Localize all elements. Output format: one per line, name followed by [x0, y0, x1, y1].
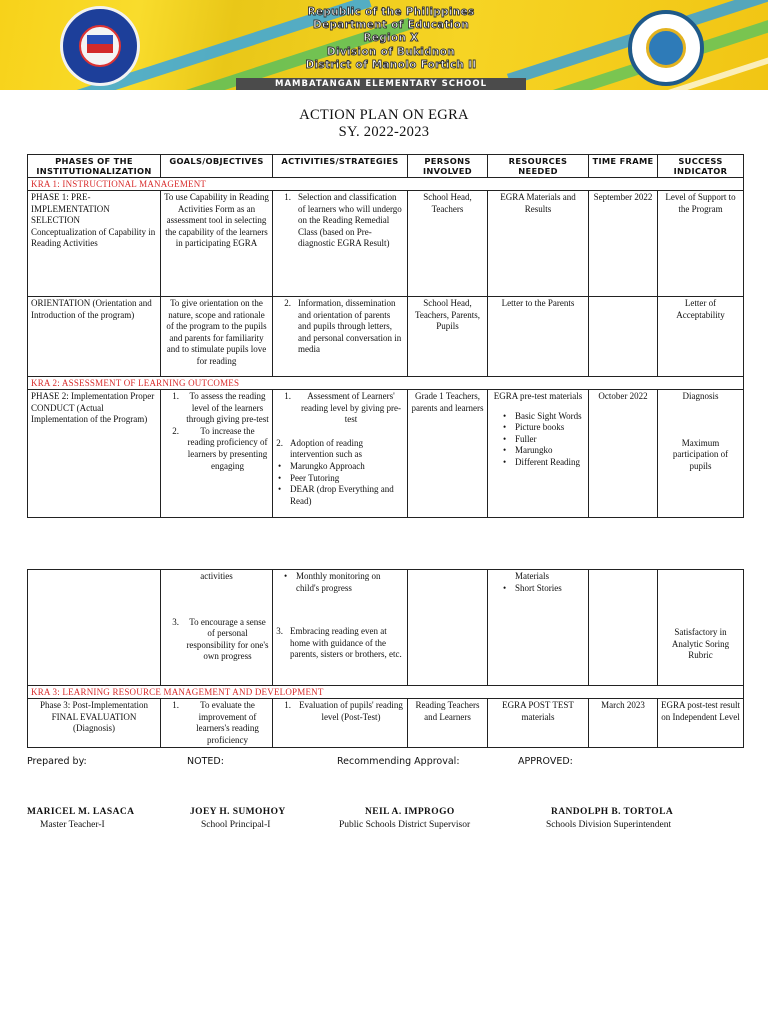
signatory-name: JOEY H. SUMOHOY	[190, 807, 286, 817]
header-line: Department of Education	[313, 19, 469, 32]
school-name: MAMBATANGAN ELEMENTARY SCHOOL	[236, 78, 526, 90]
goal-cell	[161, 390, 273, 518]
action-plan-table	[27, 154, 744, 518]
signatory-name: RANDOLPH B. TORTOLA	[551, 807, 674, 817]
time-cell: March 2023	[589, 699, 658, 748]
time-cell: September 2022	[589, 191, 658, 297]
goal-text: To increase the reading proficiency of learners by presenting engaging	[187, 425, 268, 471]
resources-cell: Letter to the Parents	[488, 297, 589, 377]
activity-text: Embracing reading even at home with guidance of the parents, sisters or brothers, etc.	[290, 626, 402, 660]
column-header: SUCCESS INDICATOR	[658, 155, 744, 178]
list-number: 2.	[172, 425, 179, 436]
school-seal-logo	[628, 10, 704, 86]
signatory-role: Public Schools District Supervisor	[339, 820, 471, 830]
persons-cell: School Head, Teachers	[408, 191, 488, 297]
school-year: SY. 2022-2023	[338, 124, 430, 140]
activity-cell	[273, 297, 408, 377]
document-title: ACTION PLAN ON EGRA	[299, 107, 469, 123]
column-header: TIME FRAME	[589, 155, 658, 178]
phase-cell	[28, 570, 161, 686]
noted-label: NOTED:	[187, 756, 224, 767]
list-number: 1.	[284, 391, 291, 401]
kra-row	[28, 686, 744, 699]
success-text: Diagnosis	[682, 391, 719, 401]
persons-cell: School Head, Teachers, Parents, Pupils	[408, 297, 488, 377]
phase-cell: ORIENTATION (Orientation and Introduction of the program)	[28, 297, 161, 377]
list-item: • Basic Sight Words	[501, 411, 585, 423]
list-item: • Short Stories	[501, 583, 585, 595]
signatory-role: Schools Division Superintendent	[546, 820, 672, 830]
success-cell: Letter of Acceptability	[658, 297, 744, 377]
list-item: • Fuller	[501, 434, 585, 446]
activity-text: Selection and classification of learners who will undergo on the Reading Remedial Class (based on Pre-diagnostic EGRA Result)	[298, 192, 402, 249]
list-number: 1.	[284, 192, 291, 202]
resources-cell: EGRA POST TEST materials	[488, 699, 589, 748]
list-number: 3.	[276, 626, 283, 637]
activity-cell	[273, 699, 408, 748]
list-item: • DEAR (drop Everything and Read)	[276, 484, 404, 507]
header-line: Republic of the Philippines	[307, 6, 475, 18]
activity-bullet-list	[276, 461, 404, 507]
resources-text: Materials	[515, 571, 549, 581]
table-row	[28, 570, 744, 686]
activity-cell	[273, 570, 408, 686]
table-row	[28, 297, 744, 377]
list-number: 2.	[276, 437, 283, 448]
list-number: 1.	[172, 391, 179, 401]
goal-cell	[161, 570, 273, 686]
kra-row	[28, 178, 744, 191]
phase-title: Phase 3: Post-Implementation	[40, 700, 148, 710]
kra-row	[28, 377, 744, 390]
goal-cell	[161, 699, 273, 748]
signatory-name: MARICEL M. LASACA	[27, 807, 135, 817]
time-cell: October 2022	[589, 390, 658, 518]
table-row	[28, 191, 744, 297]
resources-text: EGRA pre-test materials	[493, 391, 583, 401]
kra-label: KRA 3: LEARNING RESOURCE MANAGEMENT AND DEVELOPMENT	[28, 686, 744, 699]
header-line: Region X	[363, 32, 419, 45]
phase-desc: FINAL EVALUATION	[51, 711, 137, 722]
list-item: • Picture books	[501, 422, 585, 434]
header-line: District of Manolo Fortich II	[305, 58, 477, 71]
kra-label: KRA 2: ASSESSMENT OF LEARNING OUTCOMES	[28, 377, 744, 390]
list-number: 1.	[284, 700, 291, 710]
time-cell	[589, 570, 658, 686]
signatory-name: NEIL A. IMPROGO	[365, 807, 455, 817]
action-plan-table-continued	[27, 569, 744, 748]
phase-cell: PHASE 2: Implementation Proper CONDUCT (Actual Implementation of the Program)	[28, 390, 161, 518]
resources-bullet-list	[491, 411, 585, 469]
resources-cell: EGRA Materials and Results	[488, 191, 589, 297]
activity-cell	[273, 191, 408, 297]
time-cell	[589, 297, 658, 377]
resources-cell	[488, 390, 589, 518]
phase-cell	[28, 699, 161, 748]
recommending-approval-label: Recommending Approval:	[337, 756, 460, 767]
approved-label: APPROVED:	[518, 756, 573, 767]
success-cell: EGRA post-test result on Independent Level	[658, 699, 744, 748]
list-item: • Marungko	[501, 445, 585, 457]
goal-text: activities	[200, 571, 233, 581]
signatory-role: Master Teacher-I	[40, 820, 105, 830]
column-header: PHASES OF THE INSTITUTIONALIZATION	[28, 155, 161, 178]
goal-text: To evaluate the improvement of learners's reading proficiency	[196, 700, 259, 745]
success-cell	[658, 570, 744, 686]
persons-cell: Grade 1 Teachers, parents and learners	[408, 390, 488, 518]
activity-bullet-list	[276, 571, 404, 594]
table-row	[28, 699, 744, 748]
activity-cell	[273, 390, 408, 518]
goal-text: To encourage a sense of personal responsibility for one's own progress	[186, 616, 269, 662]
table-header-row	[28, 155, 744, 178]
list-item: • Different Reading	[501, 457, 585, 469]
phase-cell	[28, 191, 161, 297]
activity-text: Evaluation of pupils' reading level (Post-Test)	[299, 700, 403, 722]
column-header: GOALS/OBJECTIVES	[161, 155, 273, 178]
resources-cell	[488, 570, 589, 686]
goal-cell: To use Capability in Reading Activities Form as an assessment tool in selecting the capability of the learners in participating EGRA	[161, 191, 273, 297]
column-header: ACTIVITIES/STRATEGIES	[273, 155, 408, 178]
persons-cell	[408, 570, 488, 686]
activity-text: Assessment of Learners' reading level by giving pre-test	[301, 391, 401, 425]
letterhead-text	[236, 6, 546, 72]
deped-seal-logo	[60, 6, 140, 86]
header-line: Division of Bukidnon	[326, 45, 456, 58]
column-header: PERSONS INVOLVED	[408, 155, 488, 178]
goal-cell: To give orientation on the nature, scope and rationale of the program to the pupils and parents for familiarity and to stimulate pupils love for reading	[161, 297, 273, 377]
phase-desc: (Diagnosis)	[73, 723, 115, 734]
prepared-by-label: Prepared by:	[27, 756, 87, 767]
table-row	[28, 390, 744, 518]
activity-text: Adoption of reading intervention such as	[290, 437, 363, 460]
kra-label: KRA 1: INSTRUCTIONAL MANAGEMENT	[28, 178, 744, 191]
signatory-role: School Principal-I	[201, 820, 271, 830]
success-text: Maximum participation of pupils	[672, 437, 729, 471]
list-item: • Monthly monitoring on child's progress	[282, 571, 404, 594]
persons-cell: Reading Teachers and Learners	[408, 699, 488, 748]
list-number: 1.	[172, 700, 179, 710]
phase-desc: Conceptualization of Capability in Reading Activities	[31, 226, 156, 249]
goal-text: To assess the reading level of the learners through giving pre-test	[186, 391, 269, 425]
resources-bullet-list	[491, 583, 585, 595]
list-number: 2.	[284, 298, 291, 308]
letterhead-banner	[0, 0, 768, 90]
list-number: 3.	[172, 616, 179, 627]
success-text: Satisfactory in Analytic Soring Rubric	[671, 627, 730, 661]
activity-text: Information, dissemination and orientation of parents and pupils through letters, and personal conversation in media	[298, 298, 402, 355]
list-item: • Marungko Approach	[276, 461, 404, 473]
success-cell: Level of Support to the Program	[658, 191, 744, 297]
success-cell	[658, 390, 744, 518]
column-header: RESOURCES NEEDED	[488, 155, 589, 178]
phase-title: PHASE 1: PRE-IMPLEMENTATION SELECTION	[31, 192, 110, 226]
list-item: • Peer Tutoring	[276, 473, 404, 485]
